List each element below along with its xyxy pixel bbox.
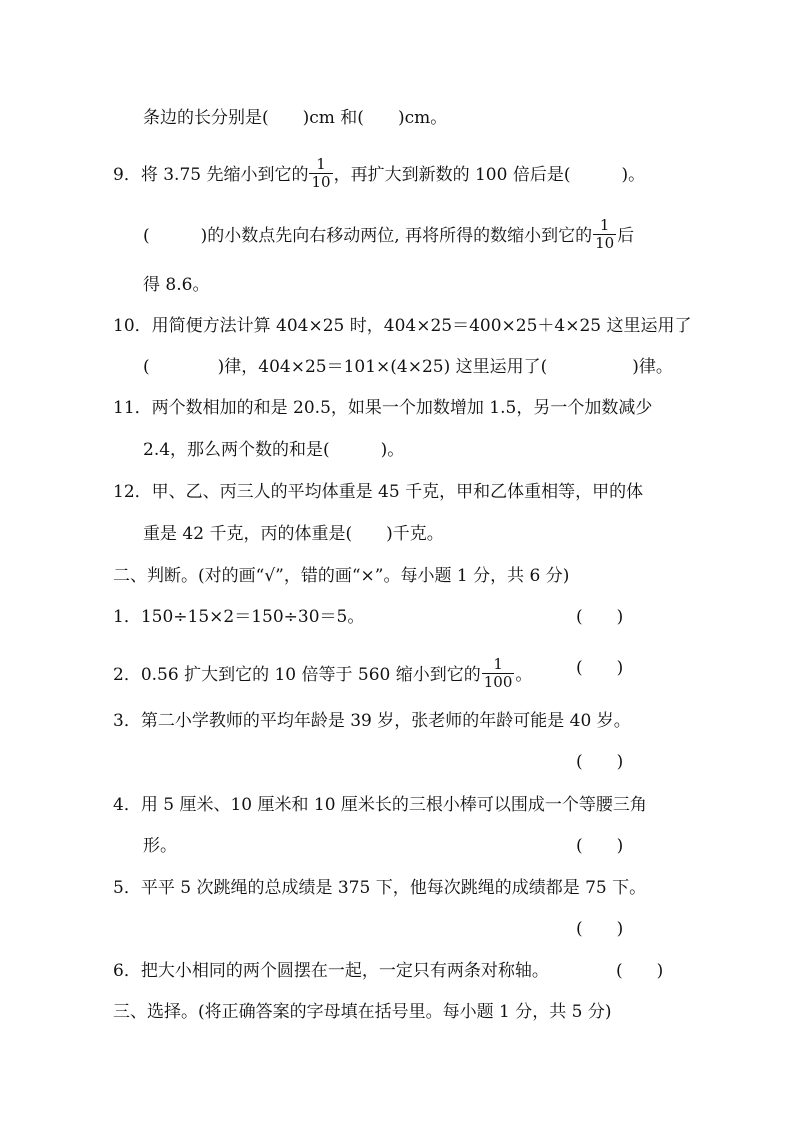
q11-line1: 11．两个数相加的和是 20.5，如果一个加数增加 1.5，另一个加数减少 [113,398,653,418]
judge-item-6: 6．把大小相同的两个圆摆在一起，一定只有两条对称轴。 [113,961,549,981]
judge-answer-4[interactable]: ( ) [576,836,624,856]
q9-line1-text-a: 9．将 3.75 先缩小到它的 [113,165,309,185]
judge-item-2-text-b: 。 [515,665,533,685]
q10-line1: 10．用简便方法计算 404×25 时，404×25＝400×25＋4×25 这里运用了 [113,316,692,336]
judge-answer-5[interactable]: ( ) [576,919,624,939]
choice-heading: 三、选择。(将正确答案的字母填在括号里。每小题 1 分，共 5 分) [113,1002,612,1022]
judge-item-2-fraction [482,656,515,691]
q9-frac-denominator: 10 [311,173,331,191]
judge-item-2 [113,655,533,693]
judge-answer-3[interactable]: ( ) [576,752,624,772]
judge-item-1: 1．150÷15×2＝150÷30＝5。 [113,607,365,627]
judge-answer-2[interactable]: ( ) [576,658,624,678]
judge-answer-1[interactable]: ( ) [576,607,624,627]
judge-item-4-line2: 形。 [143,836,177,856]
q9-line1-text-b: ，再扩大到新数的 100 倍后是( )。 [333,165,646,185]
q9-line2 [143,216,635,254]
q11-line2: 2.4，那么两个数的和是( )。 [143,440,405,460]
q9-frac-numerator: 1 [309,156,332,174]
q9-line3: 得 8.6。 [143,275,210,295]
q9-line1 [113,155,646,193]
q12-line2: 重是 42 千克，丙的体重是( )千克。 [143,524,444,544]
q9-line2-text-a: ( )的小数点先向右移动两位, 再将所得的数缩小到它的 [143,226,593,246]
judge-item-4-line1: 4．用 5 厘米、10 厘米和 10 厘米长的三根小棒可以围成一个等腰三角 [113,795,647,815]
q10-line2: ( )律，404×25＝101×(4×25) 这里运用了( )律。 [143,357,673,377]
q12-line1: 12．甲、乙、丙三人的平均体重是 45 千克，甲和乙体重相等，甲的体 [113,482,644,502]
q9-line2-fraction [593,217,616,252]
q9-line2-text-b: 后 [617,226,635,246]
judge-heading: 二、判断。(对的画“√”，错的画“×”。每小题 1 分，共 6 分) [113,566,570,586]
judge-item-2-text-a: 2．0.56 扩大到它的 10 倍等于 560 缩小到它的 [113,665,481,685]
judge-item-2-frac-denominator: 100 [483,673,513,691]
judge-item-2-frac-numerator: 1 [482,656,515,674]
judge-item-5: 5．平平 5 次跳绳的总成绩是 375 下，他每次跳绳的成绩都是 75 下。 [113,878,647,898]
q9-fraction [309,156,332,191]
judge-item-3: 3．第二小学教师的平均年龄是 39 岁，张老师的年龄可能是 40 岁。 [113,711,631,731]
q8-continuation: 条边的长分别是( )cm 和( )cm。 [143,108,448,128]
q9-line2-frac-denominator: 10 [595,234,615,252]
q9-line2-frac-numerator: 1 [593,217,616,235]
judge-answer-6[interactable]: ( ) [616,961,664,981]
